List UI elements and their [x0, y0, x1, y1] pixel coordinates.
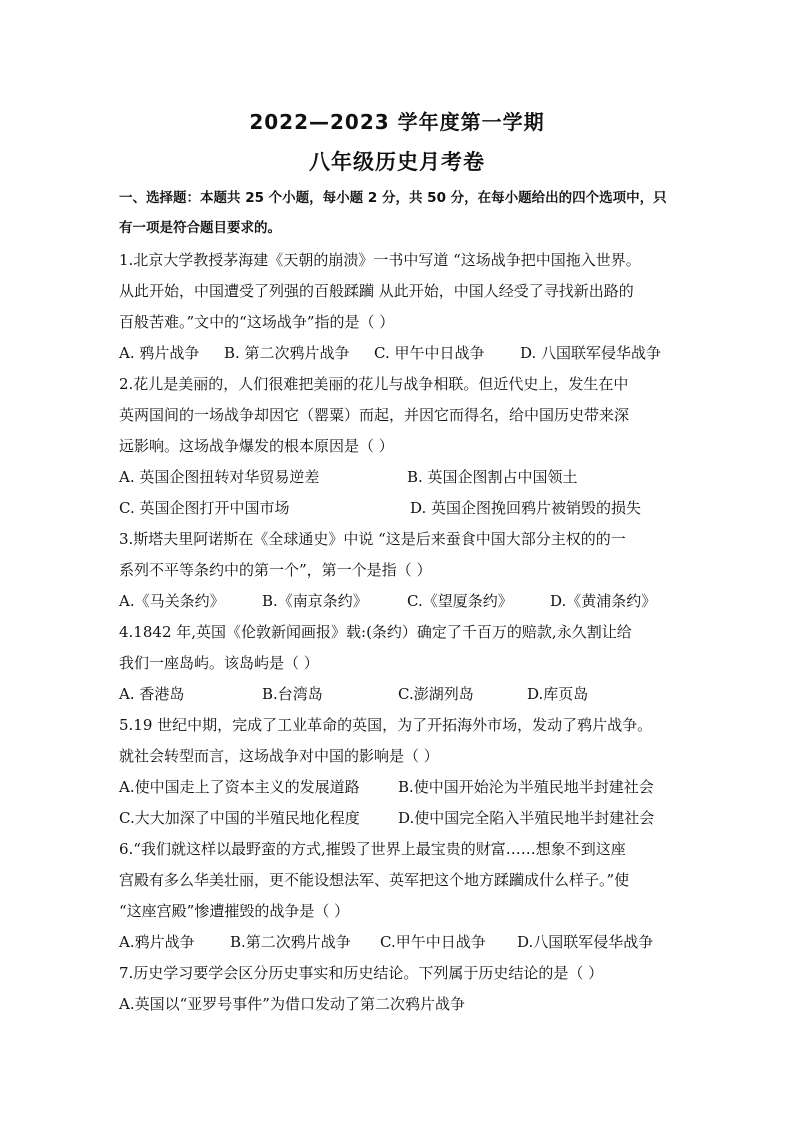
question-2-option-c: C. 英国企图打开中国市场 [119, 499, 290, 517]
question-2-option-a: A. 英国企图扭转对华贸易逆差 [119, 468, 320, 486]
question-3-option-b: B.《南京条约》 [262, 592, 368, 610]
exam-title: 2022—2023 学年度第一学期 [249, 110, 545, 134]
question-5-option-a: A.使中国走上了资本主义的发展道路 [119, 778, 360, 796]
question-6-line-3: “这座宫殿”惨遭摧毁的战争是（ ） [119, 902, 350, 920]
question-5-option-c: C.大大加深了中国的半殖民地化程度 [119, 809, 360, 827]
exam-subtitle: 八年级历史月考卷 [309, 150, 485, 174]
question-4-option-c: C.澎湖列岛 [398, 685, 474, 703]
question-5-line-1: 5.19 世纪中期，完成了工业革命的英国，为了开拓海外市场，发动了鸦片战争。 [119, 716, 653, 734]
section-instructions-line-1: 一、选择题：本题共 25 个小题，每小题 2 分，共 50 分，在每小题给出的四个选项中，只 [119, 190, 667, 206]
question-6-option-a: A.鸦片战争 [119, 933, 195, 951]
question-6-option-b: B.第二次鸦片战争 [230, 933, 351, 951]
question-2-option-b: B. 英国企图割占中国领土 [407, 468, 578, 486]
question-1-option-a: A. 鸦片战争 [119, 344, 200, 362]
question-4-line-2: 我们一座岛屿。该岛屿是（ ） [119, 654, 319, 672]
question-2-line-2: 英两国间的一场战争却因它（罂粟）而起，并因它而得名，给中国历史带来深 [119, 406, 630, 424]
question-1-line-3: 百般苦难。”文中的“这场战争”指的是（ ） [119, 313, 395, 331]
question-5-line-2: 就社会转型而言，这场战争对中国的影响是（ ） [119, 747, 439, 765]
question-2-line-3: 远影响。这场战争爆发的根本原因是（ ） [119, 437, 394, 455]
question-3-option-c: C.《望厦条约》 [407, 592, 513, 610]
question-5-option-d: D.使中国完全陷入半殖民地半封建社会 [398, 809, 655, 827]
question-2-line-1: 2.花儿是美丽的，人们很难把美丽的花儿与战争相联。但近代史上，发生在中 [119, 375, 629, 393]
question-3-option-a: A.《马关条约》 [119, 592, 225, 610]
question-1-option-b: B. 第二次鸦片战争 [224, 344, 350, 362]
question-1-line-2: 从此开始，中国遭受了列强的百般蹂躏 从此开始，中国人经受了寻找新出路的 [119, 282, 634, 300]
question-2-option-d: D. 英国企图挽回鸦片被销毁的损失 [410, 499, 642, 517]
question-3-line-2: 系列不平等条约中的第一个”，第一个是指（ ） [119, 561, 432, 579]
question-6-option-d: D.八国联军侵华战争 [517, 933, 654, 951]
question-4-option-d: D.库页岛 [527, 685, 589, 703]
question-1-option-d: D. 八国联军侵华战争 [520, 344, 662, 362]
question-5-option-b: B.使中国开始沦为半殖民地半封建社会 [398, 778, 654, 796]
question-6-line-2: 宫殿有多么华美壮丽，更不能设想法军、英军把这个地方蹂躏成什么样子。”使 [119, 871, 630, 889]
question-1-line-1: 1.北京大学教授茅海建《天朝的崩溃》一书中写道 “这场战争把中国拖入世界。 [119, 251, 641, 269]
question-6-option-c: C.甲午中日战争 [380, 933, 486, 951]
question-6-line-1: 6.“我们就这样以最野蛮的方式,摧毁了世界上最宝贵的财富……想象不到这座 [119, 840, 626, 858]
question-4-option-b: B.台湾岛 [262, 685, 323, 703]
question-4-option-a: A. 香港岛 [119, 685, 185, 703]
question-7-option-a: A.英国以“亚罗号事件”为借口发动了第二次鸦片战争 [119, 995, 465, 1013]
question-7-line-1: 7.历史学习要学会区分历史事实和历史结论。下列属于历史结论的是（ ） [119, 964, 604, 982]
question-4-line-1: 4.1842 年,英国《伦敦新闻画报》载:(条约）确定了千百万的赔款,永久割让给 [119, 623, 632, 641]
section-instructions-line-2: 有一项是符合题目要求的。 [119, 220, 281, 236]
question-1-option-c: C. 甲午中日战争 [374, 344, 485, 362]
question-3-option-d: D.《黄浦条约》 [550, 592, 657, 610]
question-3-line-1: 3.斯塔夫里阿诺斯在《全球通史》中说 “这是后来蚕食中国大部分主权的的一 [119, 530, 626, 548]
